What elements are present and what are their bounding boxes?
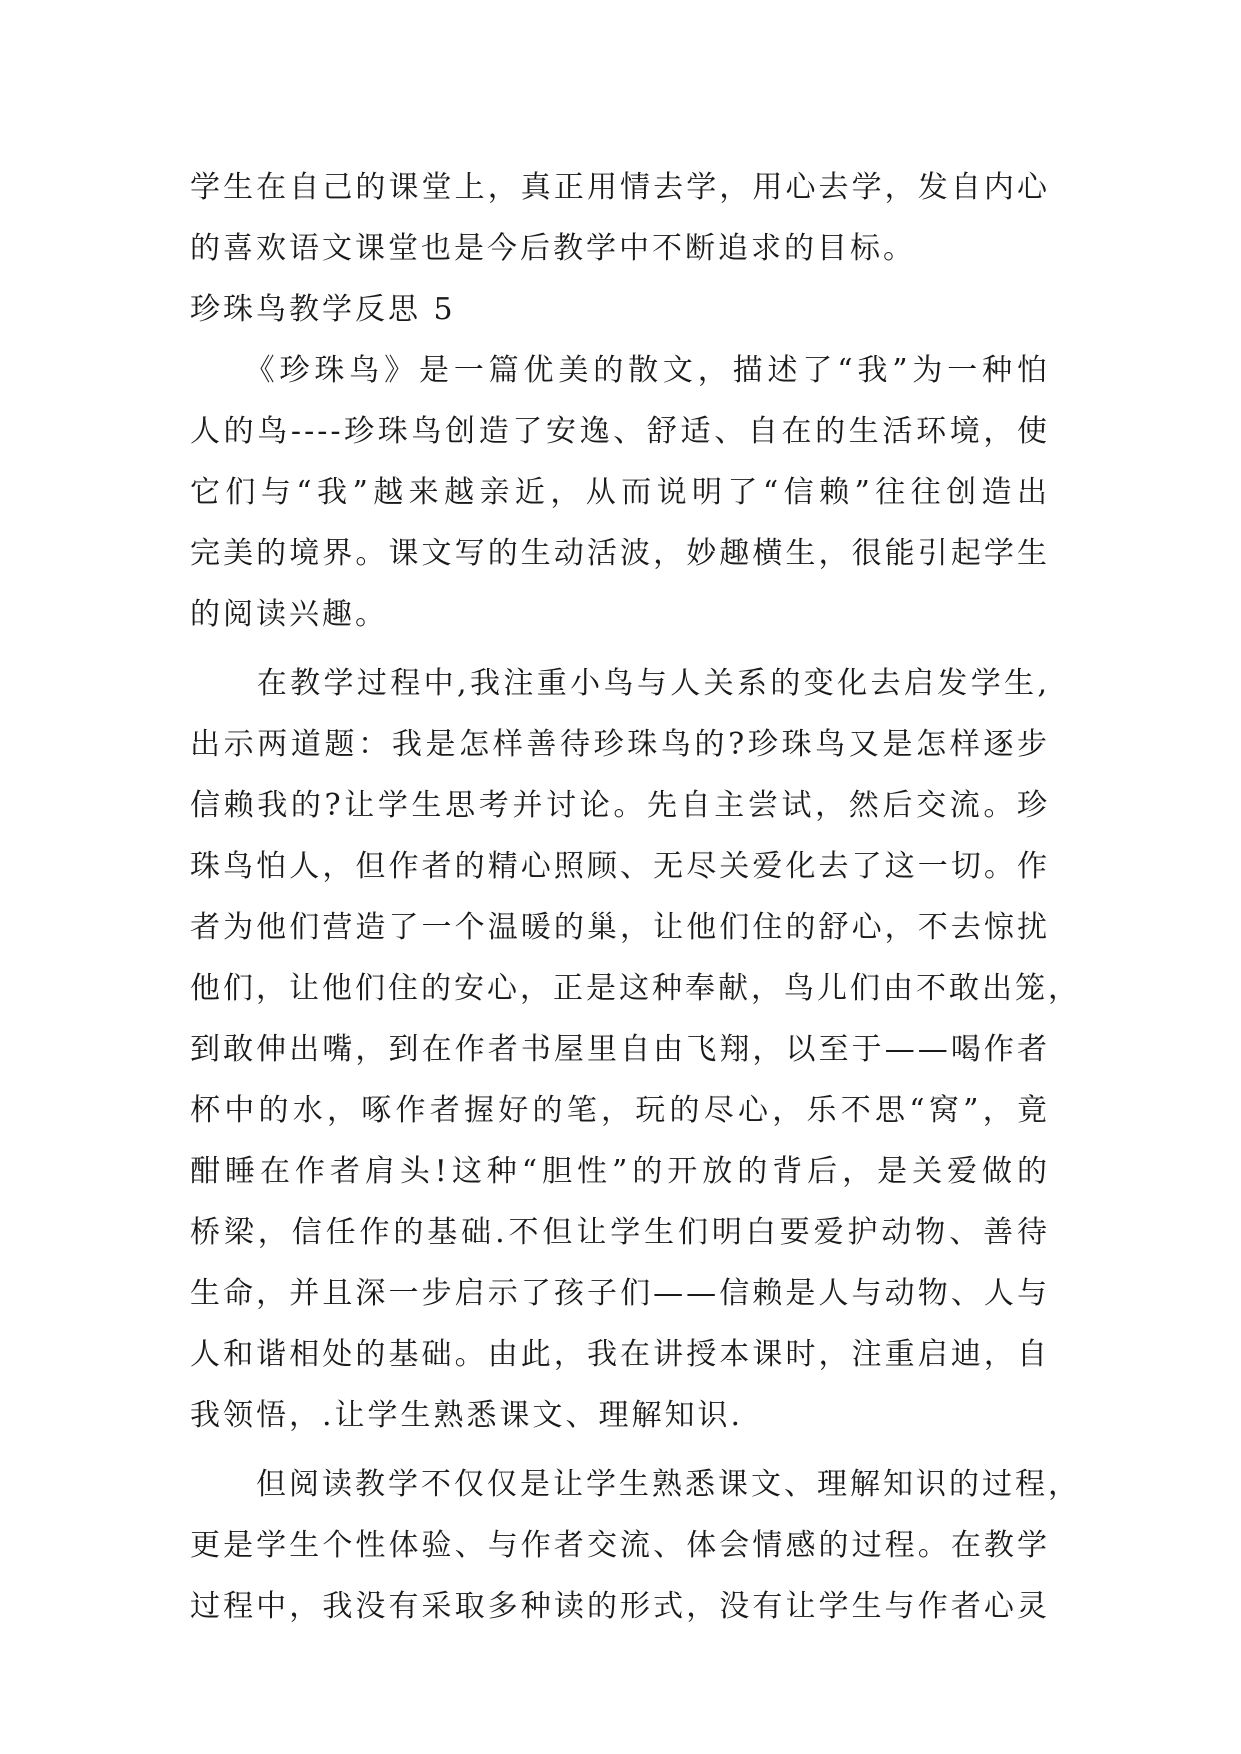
text-line: 出示两道题：我是怎样善待珍珠鸟的?珍珠鸟又是怎样逐步	[190, 727, 1050, 762]
text-line: 人的鸟----珍珠鸟创造了安逸、舒适、自在的生活环境，使	[190, 414, 1050, 449]
text-line: 到敢伸出嘴，到在作者书屋里自由飞翔，以至于——喝作者	[190, 1032, 1050, 1067]
text-line: 更是学生个性体验、与作者交流、体会情感的过程。在教学	[190, 1528, 1050, 1563]
text-line: 桥梁，信任作的基础.不但让学生们明白要爱护动物、善待	[190, 1215, 1050, 1250]
text-line: 杯中的水，啄作者握好的笔，玩的尽心，乐不思“窝”，竟	[190, 1093, 1050, 1128]
paragraph-gap	[190, 1446, 1050, 1454]
text-line: 者为他们营造了一个温暖的巢，让他们住的舒心，不去惊扰	[190, 910, 1050, 945]
text-line: 人和谐相处的基础。由此，我在讲授本课时，注重启迪，自	[190, 1337, 1050, 1372]
text-line: 完美的境界。课文写的生动活波，妙趣横生，很能引起学生	[190, 536, 1050, 571]
text-line: 我领悟，.让学生熟悉课文、理解知识.	[190, 1398, 744, 1433]
document-body	[190, 157, 1081, 1637]
section-heading: 珍珠鸟教学反思 5	[190, 292, 456, 327]
text-line: 在教学过程中,我注重小鸟与人关系的变化去启发学生,	[190, 666, 1050, 701]
text-line: 的喜欢语文课堂也是今后教学中不断追求的目标。	[190, 231, 916, 266]
text-line: 但阅读教学不仅仅是让学生熟悉课文、理解知识的过程，	[190, 1467, 1081, 1502]
text-line: 珠鸟怕人，但作者的精心照顾、无尽关爱化去了这一切。作	[190, 849, 1050, 884]
text-line: 的阅读兴趣。	[190, 597, 388, 632]
text-line: 他们，让他们住的安心，正是这种奉献，鸟儿们由不敢出笼，	[190, 971, 1081, 1006]
text-line: 《珍珠鸟》是一篇优美的散文，描述了“我”为一种怕	[190, 353, 1050, 388]
text-line: 生命，并且深一步启示了孩子们——信赖是人与动物、人与	[190, 1276, 1050, 1311]
text-line: 它们与“我”越来越亲近，从而说明了“信赖”往往创造出	[190, 475, 1050, 510]
text-line: 酣睡在作者肩头!这种“胆性”的开放的背后，是关爱做的	[190, 1154, 1050, 1189]
text-line: 过程中，我没有采取多种读的形式，没有让学生与作者心灵	[190, 1589, 1050, 1624]
text-line: 学生在自己的课堂上，真正用情去学，用心去学，发自内心	[190, 170, 1050, 205]
text-line: 信赖我的?让学生思考并讨论。先自主尝试，然后交流。珍	[190, 788, 1050, 823]
paragraph-gap	[190, 645, 1050, 653]
